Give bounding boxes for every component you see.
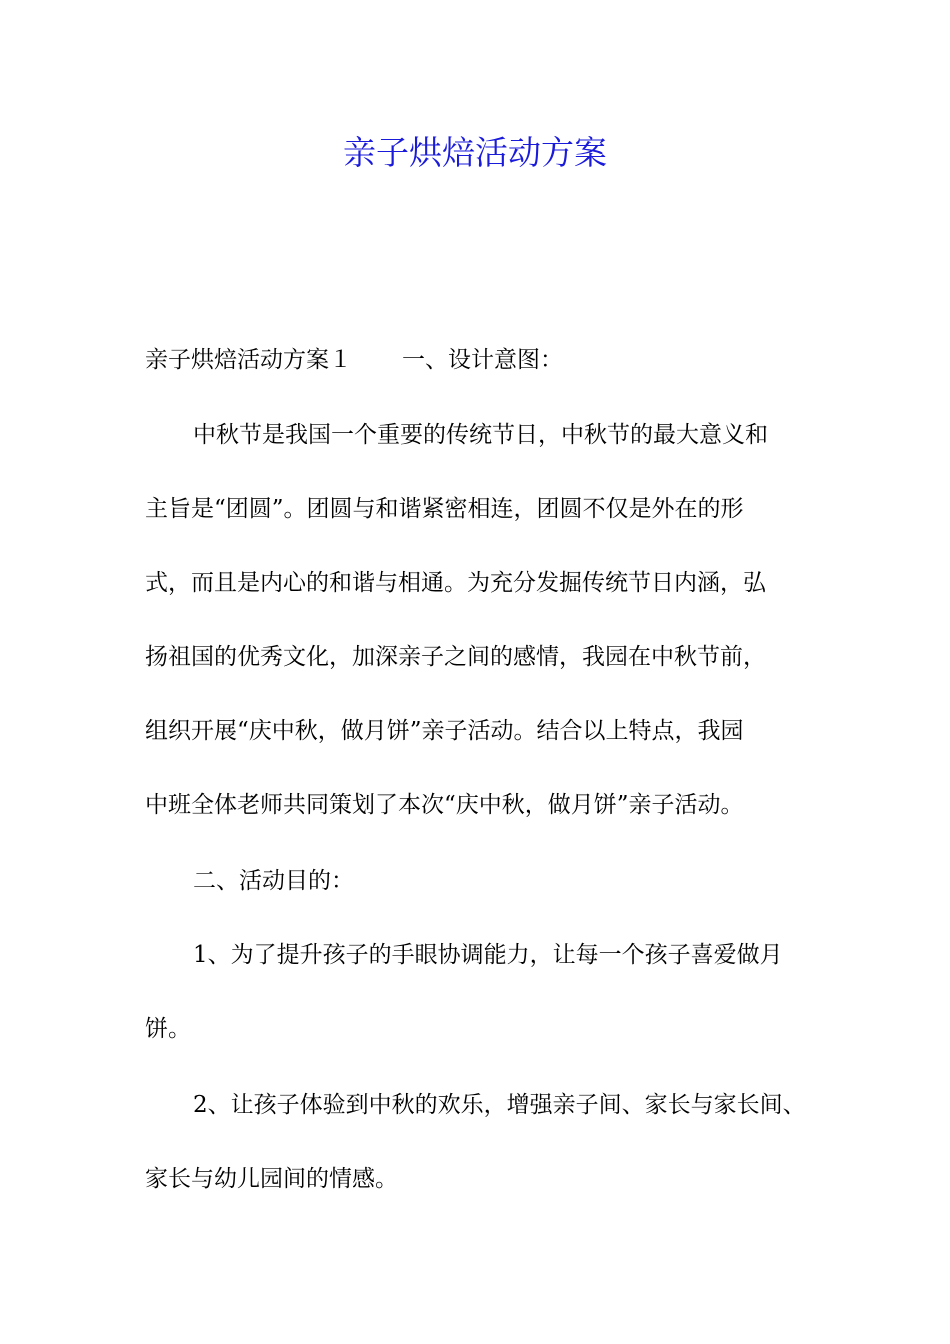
paragraph-line: 扬祖国的优秀文化，加深亲子之间的感情，我园在中秋节前，: [145, 644, 766, 670]
list-item-goal-2-continued: 家长与幼儿园间的情感。: [145, 1166, 398, 1192]
paragraph-line: 式，而且是内心的和谐与相通。为充分发掘传统节日内涵，弘: [145, 570, 766, 596]
intro-line: [145, 345, 563, 375]
paragraph-line: 组织开展“庆中秋，做月饼”亲子活动。结合以上特点，我园: [145, 718, 744, 744]
document-title: 亲子烘焙活动方案: [343, 133, 607, 172]
paragraph-line: 中秋节是我国一个重要的传统节日，中秋节的最大意义和: [193, 422, 768, 448]
list-item-goal-1: 1、为了提升孩子的手眼协调能力，让每一个孩子喜爱做月: [193, 942, 783, 968]
section-heading-design-intent: 一、设计意图：: [402, 347, 563, 373]
paragraph-line: 主旨是“团圆”。团圆与和谐紧密相连，团圆不仅是外在的形: [145, 496, 744, 522]
section-heading-plan-1: 亲子烘焙活动方案１: [145, 347, 352, 373]
list-item-goal-1-continued: 饼。: [145, 1016, 191, 1042]
paragraph-line: 中班全体老师共同策划了本次“庆中秋，做月饼”亲子活动。: [145, 792, 744, 818]
section-heading-activity-goals: 二、活动目的：: [193, 868, 354, 894]
list-item-goal-2: 2、让孩子体验到中秋的欢乐，增强亲子间、家长与家长间、: [193, 1092, 806, 1118]
